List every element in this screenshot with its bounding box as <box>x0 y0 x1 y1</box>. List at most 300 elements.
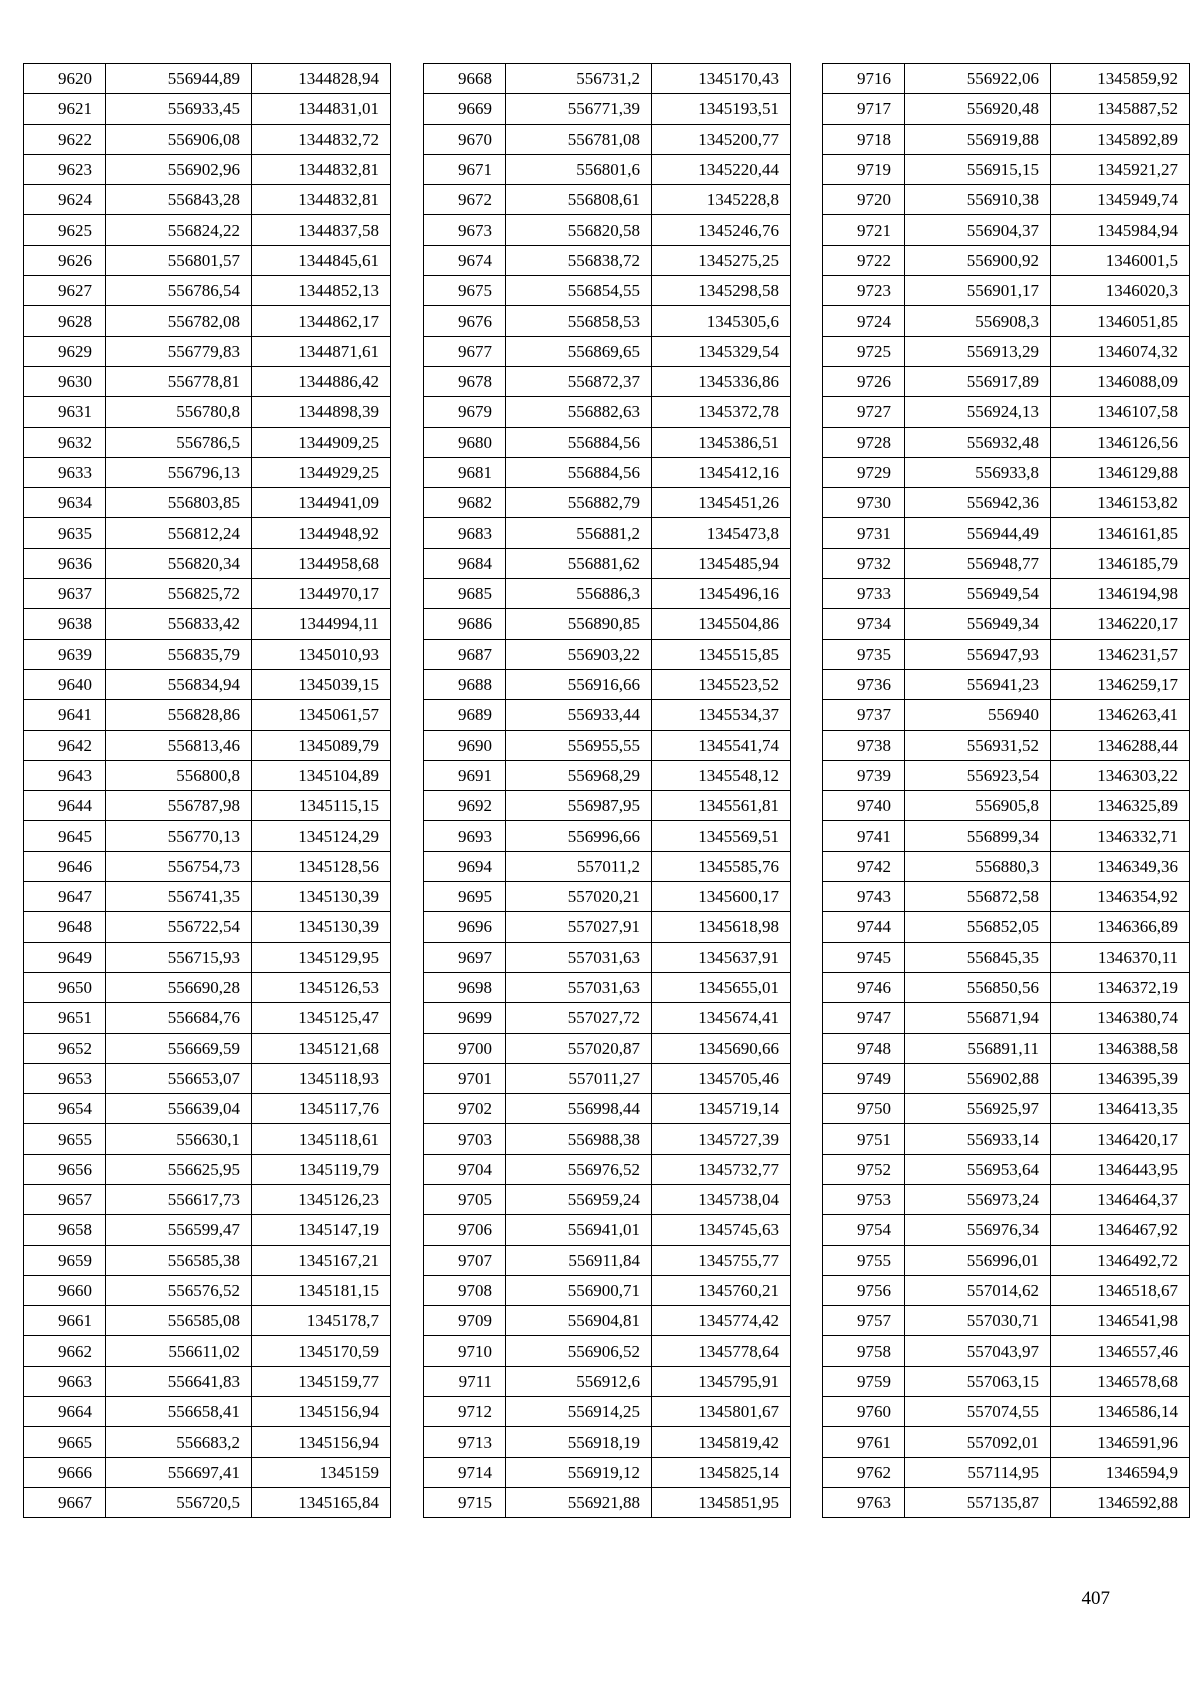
y-coordinate-cell: 1345887,52 <box>1051 94 1190 124</box>
point-number-cell: 9753 <box>823 1184 905 1214</box>
x-coordinate-cell: 556882,63 <box>506 397 652 427</box>
table-row <box>823 306 1190 336</box>
table-row <box>823 942 1190 972</box>
point-number-cell: 9664 <box>24 1397 106 1427</box>
point-number-cell: 9643 <box>24 760 106 790</box>
y-coordinate-cell: 1346370,11 <box>1051 942 1190 972</box>
y-coordinate-cell: 1344871,61 <box>252 336 391 366</box>
x-coordinate-cell: 556812,24 <box>106 518 252 548</box>
point-number-cell: 9662 <box>24 1336 106 1366</box>
table-row <box>424 276 791 306</box>
y-coordinate-cell: 1345569,51 <box>652 821 791 851</box>
table-row <box>24 457 391 487</box>
y-coordinate-cell: 1346395,39 <box>1051 1063 1190 1093</box>
point-number-cell: 9658 <box>24 1215 106 1245</box>
table-row <box>24 760 391 790</box>
table-row <box>24 1033 391 1063</box>
y-coordinate-cell: 1345115,15 <box>252 791 391 821</box>
x-coordinate-cell: 556905,8 <box>905 791 1051 821</box>
point-number-cell: 9747 <box>823 1003 905 1033</box>
x-coordinate-cell: 556869,65 <box>506 336 652 366</box>
point-number-cell: 9738 <box>823 730 905 760</box>
point-number-cell: 9627 <box>24 276 106 306</box>
table-row <box>424 639 791 669</box>
table-row <box>24 609 391 639</box>
x-coordinate-cell: 556976,52 <box>506 1154 652 1184</box>
y-coordinate-cell: 1345795,91 <box>652 1366 791 1396</box>
point-number-cell: 9678 <box>424 366 506 396</box>
x-coordinate-cell: 556884,56 <box>506 457 652 487</box>
point-number-cell: 9631 <box>24 397 106 427</box>
table-row <box>424 366 791 396</box>
table-row <box>823 1366 1190 1396</box>
table-row <box>823 1033 1190 1063</box>
point-number-cell: 9622 <box>24 124 106 154</box>
y-coordinate-cell: 1345851,95 <box>652 1487 791 1517</box>
y-coordinate-cell: 1345801,67 <box>652 1397 791 1427</box>
y-coordinate-cell: 1346074,32 <box>1051 336 1190 366</box>
table-row <box>24 276 391 306</box>
y-coordinate-cell: 1346088,09 <box>1051 366 1190 396</box>
x-coordinate-cell: 556949,54 <box>905 579 1051 609</box>
table-row <box>24 336 391 366</box>
point-number-cell: 9746 <box>823 972 905 1002</box>
y-coordinate-cell: 1345585,76 <box>652 851 791 881</box>
y-coordinate-cell: 1345504,86 <box>652 609 791 639</box>
point-number-cell: 9759 <box>823 1366 905 1396</box>
point-number-cell: 9715 <box>424 1487 506 1517</box>
x-coordinate-cell: 556715,93 <box>106 942 252 972</box>
y-coordinate-cell: 1345117,76 <box>252 1094 391 1124</box>
table-row <box>24 579 391 609</box>
point-number-cell: 9698 <box>424 972 506 1002</box>
x-coordinate-cell: 556942,36 <box>905 488 1051 518</box>
y-coordinate-cell: 1345859,92 <box>1051 64 1190 94</box>
point-number-cell: 9689 <box>424 700 506 730</box>
point-number-cell: 9659 <box>24 1245 106 1275</box>
table-row <box>823 821 1190 851</box>
point-number-cell: 9729 <box>823 457 905 487</box>
x-coordinate-cell: 556931,52 <box>905 730 1051 760</box>
x-coordinate-cell: 556722,54 <box>106 912 252 942</box>
table-row <box>24 1154 391 1184</box>
x-coordinate-cell: 556669,59 <box>106 1033 252 1063</box>
x-coordinate-cell: 556843,28 <box>106 185 252 215</box>
point-number-cell: 9641 <box>24 700 106 730</box>
y-coordinate-cell: 1345690,66 <box>652 1033 791 1063</box>
x-coordinate-cell: 556908,3 <box>905 306 1051 336</box>
y-coordinate-cell: 1346420,17 <box>1051 1124 1190 1154</box>
x-coordinate-cell: 556902,96 <box>106 154 252 184</box>
point-number-cell: 9700 <box>424 1033 506 1063</box>
y-coordinate-cell: 1345892,89 <box>1051 124 1190 154</box>
x-coordinate-cell: 556585,38 <box>106 1245 252 1275</box>
x-coordinate-cell: 556959,24 <box>506 1184 652 1214</box>
table-row <box>24 306 391 336</box>
x-coordinate-cell: 556933,8 <box>905 457 1051 487</box>
table-row <box>823 1336 1190 1366</box>
y-coordinate-cell: 1345275,25 <box>652 245 791 275</box>
y-coordinate-cell: 1346220,17 <box>1051 609 1190 639</box>
y-coordinate-cell: 1345159 <box>252 1457 391 1487</box>
y-coordinate-cell: 1345246,76 <box>652 215 791 245</box>
x-coordinate-cell: 556801,57 <box>106 245 252 275</box>
table-row <box>424 1245 791 1275</box>
y-coordinate-cell: 1345128,56 <box>252 851 391 881</box>
y-coordinate-cell: 1345118,93 <box>252 1063 391 1093</box>
table-row <box>24 1184 391 1214</box>
point-number-cell: 9653 <box>24 1063 106 1093</box>
y-coordinate-cell: 1345089,79 <box>252 730 391 760</box>
x-coordinate-cell: 556968,29 <box>506 760 652 790</box>
y-coordinate-cell: 1346288,44 <box>1051 730 1190 760</box>
table-row <box>24 639 391 669</box>
x-coordinate-cell: 556920,48 <box>905 94 1051 124</box>
x-coordinate-cell: 557135,87 <box>905 1487 1051 1517</box>
y-coordinate-cell: 1345129,95 <box>252 942 391 972</box>
x-coordinate-cell: 556944,89 <box>106 64 252 94</box>
x-coordinate-cell: 556801,6 <box>506 154 652 184</box>
y-coordinate-cell: 1346194,98 <box>1051 579 1190 609</box>
x-coordinate-cell: 556813,46 <box>106 730 252 760</box>
point-number-cell: 9625 <box>24 215 106 245</box>
x-coordinate-cell: 557020,21 <box>506 882 652 912</box>
point-number-cell: 9657 <box>24 1184 106 1214</box>
table-row <box>424 1003 791 1033</box>
point-number-cell: 9691 <box>424 760 506 790</box>
table-row <box>823 276 1190 306</box>
point-number-cell: 9721 <box>823 215 905 245</box>
x-coordinate-cell: 556996,66 <box>506 821 652 851</box>
coordinate-table-body <box>24 64 391 1518</box>
point-number-cell: 9674 <box>424 245 506 275</box>
point-number-cell: 9667 <box>24 1487 106 1517</box>
table-row <box>424 1275 791 1305</box>
y-coordinate-cell: 1346591,96 <box>1051 1427 1190 1457</box>
table-row <box>24 1487 391 1517</box>
y-coordinate-cell: 1345561,81 <box>652 791 791 821</box>
table-row <box>424 185 791 215</box>
table-row <box>823 457 1190 487</box>
table-row <box>424 1124 791 1154</box>
y-coordinate-cell: 1345727,39 <box>652 1124 791 1154</box>
table-row <box>424 427 791 457</box>
table-row <box>823 669 1190 699</box>
y-coordinate-cell: 1345125,47 <box>252 1003 391 1033</box>
y-coordinate-cell: 1344994,11 <box>252 609 391 639</box>
x-coordinate-cell: 556690,28 <box>106 972 252 1002</box>
x-coordinate-cell: 556973,24 <box>905 1184 1051 1214</box>
table-row <box>24 215 391 245</box>
point-number-cell: 9638 <box>24 609 106 639</box>
point-number-cell: 9629 <box>24 336 106 366</box>
point-number-cell: 9697 <box>424 942 506 972</box>
y-coordinate-cell: 1345674,41 <box>652 1003 791 1033</box>
y-coordinate-cell: 1345336,86 <box>652 366 791 396</box>
x-coordinate-cell: 556803,85 <box>106 488 252 518</box>
x-coordinate-cell: 556917,89 <box>905 366 1051 396</box>
table-row <box>24 882 391 912</box>
x-coordinate-cell: 556684,76 <box>106 1003 252 1033</box>
x-coordinate-cell: 556881,62 <box>506 548 652 578</box>
y-coordinate-cell: 1346051,85 <box>1051 306 1190 336</box>
y-coordinate-cell: 1345130,39 <box>252 912 391 942</box>
table-row <box>424 457 791 487</box>
y-coordinate-cell: 1345178,7 <box>252 1306 391 1336</box>
point-number-cell: 9707 <box>424 1245 506 1275</box>
y-coordinate-cell: 1345167,21 <box>252 1245 391 1275</box>
table-row <box>823 245 1190 275</box>
point-number-cell: 9676 <box>424 306 506 336</box>
point-number-cell: 9663 <box>24 1366 106 1396</box>
y-coordinate-cell: 1345156,94 <box>252 1397 391 1427</box>
point-number-cell: 9719 <box>823 154 905 184</box>
table-row <box>823 1487 1190 1517</box>
table-row <box>823 1094 1190 1124</box>
x-coordinate-cell: 556890,85 <box>506 609 652 639</box>
x-coordinate-cell: 557074,55 <box>905 1397 1051 1427</box>
x-coordinate-cell: 556585,08 <box>106 1306 252 1336</box>
x-coordinate-cell: 556720,5 <box>106 1487 252 1517</box>
y-coordinate-cell: 1345637,91 <box>652 942 791 972</box>
table-row <box>24 1003 391 1033</box>
y-coordinate-cell: 1344958,68 <box>252 548 391 578</box>
x-coordinate-cell: 556771,39 <box>506 94 652 124</box>
point-number-cell: 9624 <box>24 185 106 215</box>
table-row <box>424 245 791 275</box>
x-coordinate-cell: 556850,56 <box>905 972 1051 1002</box>
table-row <box>24 821 391 851</box>
point-number-cell: 9704 <box>424 1154 506 1184</box>
x-coordinate-cell: 557011,2 <box>506 851 652 881</box>
y-coordinate-cell: 1344862,17 <box>252 306 391 336</box>
x-coordinate-cell: 556976,34 <box>905 1215 1051 1245</box>
y-coordinate-cell: 1345329,54 <box>652 336 791 366</box>
table-row <box>424 1184 791 1214</box>
y-coordinate-cell: 1345618,98 <box>652 912 791 942</box>
point-number-cell: 9680 <box>424 427 506 457</box>
point-number-cell: 9640 <box>24 669 106 699</box>
x-coordinate-cell: 556872,37 <box>506 366 652 396</box>
table-row <box>823 972 1190 1002</box>
point-number-cell: 9723 <box>823 276 905 306</box>
x-coordinate-cell: 556820,58 <box>506 215 652 245</box>
point-number-cell: 9733 <box>823 579 905 609</box>
table-row <box>424 1336 791 1366</box>
table-row <box>823 1154 1190 1184</box>
table-row <box>424 1427 791 1457</box>
point-number-cell: 9637 <box>24 579 106 609</box>
table-row <box>823 94 1190 124</box>
point-number-cell: 9650 <box>24 972 106 1002</box>
y-coordinate-cell: 1345825,14 <box>652 1457 791 1487</box>
x-coordinate-cell: 557030,71 <box>905 1306 1051 1336</box>
y-coordinate-cell: 1346161,85 <box>1051 518 1190 548</box>
x-coordinate-cell: 556697,41 <box>106 1457 252 1487</box>
y-coordinate-cell: 1345228,8 <box>652 185 791 215</box>
y-coordinate-cell: 1346586,14 <box>1051 1397 1190 1427</box>
y-coordinate-cell: 1346259,17 <box>1051 669 1190 699</box>
table-row <box>424 730 791 760</box>
y-coordinate-cell: 1345496,16 <box>652 579 791 609</box>
y-coordinate-cell: 1345745,63 <box>652 1215 791 1245</box>
y-coordinate-cell: 1344832,72 <box>252 124 391 154</box>
table-row <box>823 700 1190 730</box>
y-coordinate-cell: 1345220,44 <box>652 154 791 184</box>
x-coordinate-cell: 556852,05 <box>905 912 1051 942</box>
table-row <box>24 64 391 94</box>
y-coordinate-cell: 1345949,74 <box>1051 185 1190 215</box>
x-coordinate-cell: 556786,54 <box>106 276 252 306</box>
x-coordinate-cell: 556925,97 <box>905 1094 1051 1124</box>
point-number-cell: 9725 <box>823 336 905 366</box>
x-coordinate-cell: 556932,48 <box>905 427 1051 457</box>
table-row <box>24 669 391 699</box>
point-number-cell: 9717 <box>823 94 905 124</box>
y-coordinate-cell: 1345819,42 <box>652 1427 791 1457</box>
x-coordinate-cell: 556824,22 <box>106 215 252 245</box>
table-row <box>424 1457 791 1487</box>
y-coordinate-cell: 1344929,25 <box>252 457 391 487</box>
x-coordinate-cell: 556880,3 <box>905 851 1051 881</box>
y-coordinate-cell: 1345061,57 <box>252 700 391 730</box>
table-row <box>823 1427 1190 1457</box>
x-coordinate-cell: 556915,15 <box>905 154 1051 184</box>
table-row <box>24 1336 391 1366</box>
y-coordinate-cell: 1346467,92 <box>1051 1215 1190 1245</box>
point-number-cell: 9692 <box>424 791 506 821</box>
point-number-cell: 9755 <box>823 1245 905 1275</box>
table-row <box>823 1184 1190 1214</box>
table-row <box>424 306 791 336</box>
point-number-cell: 9679 <box>424 397 506 427</box>
x-coordinate-cell: 556653,07 <box>106 1063 252 1093</box>
x-coordinate-cell: 556835,79 <box>106 639 252 669</box>
x-coordinate-cell: 556933,45 <box>106 94 252 124</box>
table-row <box>823 427 1190 457</box>
table-row <box>424 1487 791 1517</box>
table-row <box>424 64 791 94</box>
x-coordinate-cell: 556911,84 <box>506 1245 652 1275</box>
table-row <box>823 1306 1190 1336</box>
x-coordinate-cell: 556639,04 <box>106 1094 252 1124</box>
x-coordinate-cell: 556796,13 <box>106 457 252 487</box>
y-coordinate-cell: 1344909,25 <box>252 427 391 457</box>
x-coordinate-cell: 556845,35 <box>905 942 1051 972</box>
table-row <box>24 1397 391 1427</box>
table-row <box>24 730 391 760</box>
point-number-cell: 9654 <box>24 1094 106 1124</box>
table-row <box>823 215 1190 245</box>
table-row <box>24 94 391 124</box>
y-coordinate-cell: 1345170,59 <box>252 1336 391 1366</box>
table-row <box>424 215 791 245</box>
y-coordinate-cell: 1345451,26 <box>652 488 791 518</box>
y-coordinate-cell: 1345039,15 <box>252 669 391 699</box>
x-coordinate-cell: 556953,64 <box>905 1154 1051 1184</box>
point-number-cell: 9632 <box>24 427 106 457</box>
table-row <box>424 1366 791 1396</box>
point-number-cell: 9656 <box>24 1154 106 1184</box>
x-coordinate-cell: 556912,6 <box>506 1366 652 1396</box>
table-row <box>24 1245 391 1275</box>
x-coordinate-cell: 556914,25 <box>506 1397 652 1427</box>
point-number-cell: 9671 <box>424 154 506 184</box>
table-row <box>823 882 1190 912</box>
x-coordinate-cell: 556919,88 <box>905 124 1051 154</box>
point-number-cell: 9682 <box>424 488 506 518</box>
x-coordinate-cell: 556641,83 <box>106 1366 252 1396</box>
y-coordinate-cell: 1346349,36 <box>1051 851 1190 881</box>
point-number-cell: 9724 <box>823 306 905 336</box>
x-coordinate-cell: 556828,86 <box>106 700 252 730</box>
y-coordinate-cell: 1345126,53 <box>252 972 391 1002</box>
point-number-cell: 9649 <box>24 942 106 972</box>
y-coordinate-cell: 1346231,57 <box>1051 639 1190 669</box>
x-coordinate-cell: 556778,81 <box>106 366 252 396</box>
table-row <box>424 669 791 699</box>
x-coordinate-cell: 556940 <box>905 700 1051 730</box>
y-coordinate-cell: 1345655,01 <box>652 972 791 1002</box>
table-row <box>424 518 791 548</box>
table-row <box>823 488 1190 518</box>
point-number-cell: 9701 <box>424 1063 506 1093</box>
y-coordinate-cell: 1344970,17 <box>252 579 391 609</box>
y-coordinate-cell: 1346126,56 <box>1051 427 1190 457</box>
point-number-cell: 9745 <box>823 942 905 972</box>
table-row <box>823 1124 1190 1154</box>
table-row <box>823 154 1190 184</box>
point-number-cell: 9712 <box>424 1397 506 1427</box>
point-number-cell: 9730 <box>823 488 905 518</box>
x-coordinate-cell: 556825,72 <box>106 579 252 609</box>
point-number-cell: 9751 <box>823 1124 905 1154</box>
table-row <box>24 154 391 184</box>
point-number-cell: 9673 <box>424 215 506 245</box>
table-row <box>424 1063 791 1093</box>
x-coordinate-cell: 556941,01 <box>506 1215 652 1245</box>
y-coordinate-cell: 1345193,51 <box>652 94 791 124</box>
point-number-cell: 9668 <box>424 64 506 94</box>
point-number-cell: 9706 <box>424 1215 506 1245</box>
y-coordinate-cell: 1345778,64 <box>652 1336 791 1366</box>
x-coordinate-cell: 556625,95 <box>106 1154 252 1184</box>
x-coordinate-cell: 557043,97 <box>905 1336 1051 1366</box>
y-coordinate-cell: 1346366,89 <box>1051 912 1190 942</box>
table-row <box>424 1306 791 1336</box>
table-row <box>24 245 391 275</box>
point-number-cell: 9699 <box>424 1003 506 1033</box>
y-coordinate-cell: 1345600,17 <box>652 882 791 912</box>
point-number-cell: 9726 <box>823 366 905 396</box>
point-number-cell: 9696 <box>424 912 506 942</box>
table-row <box>823 639 1190 669</box>
table-row <box>24 427 391 457</box>
x-coordinate-cell: 556741,35 <box>106 882 252 912</box>
point-number-cell: 9731 <box>823 518 905 548</box>
x-coordinate-cell: 556871,94 <box>905 1003 1051 1033</box>
point-number-cell: 9703 <box>424 1124 506 1154</box>
point-number-cell: 9732 <box>823 548 905 578</box>
table-row <box>424 154 791 184</box>
point-number-cell: 9677 <box>424 336 506 366</box>
point-number-cell: 9760 <box>823 1397 905 1427</box>
coordinate-table-3 <box>822 63 1190 1518</box>
table-row <box>823 1003 1190 1033</box>
table-row <box>424 851 791 881</box>
y-coordinate-cell: 1345534,37 <box>652 700 791 730</box>
point-number-cell: 9651 <box>24 1003 106 1033</box>
